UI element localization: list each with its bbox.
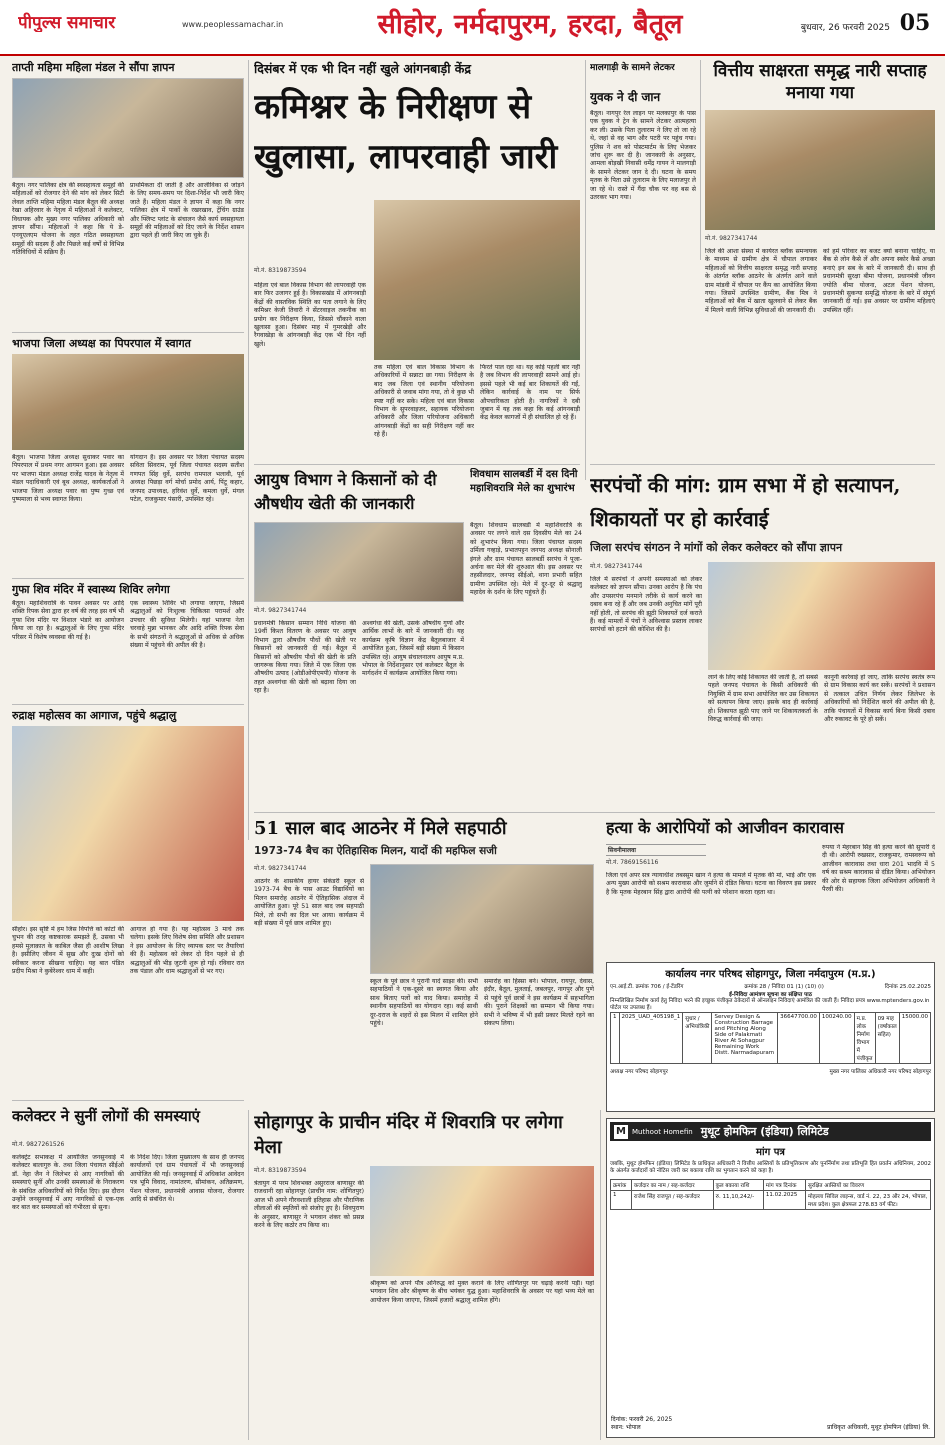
article-ayush [254, 468, 464, 793]
headline: युवक ने दी जान [590, 90, 661, 104]
article-collector [12, 1106, 244, 1436]
body-col-3: कानूनी कार्रवाई हो जाए, ताकि सरपंच स्वतंत्र रूप से ग्राम विकास कार्य कर सकें। सरपंचों ने प्रशासन से तत्काल उचित निर्णय लेकर जिलेभर के अधिकारियों को निर्देशित करने की अपील की है, ताकि पंचायतों में विकास कार्य बिना किसी दबाव और रुकावट के पूरे हो सकें। [824, 674, 935, 724]
cell-period: 09 माह (वर्षाकाल सहित) [875, 1013, 899, 1064]
body-col-1: जिले में सरपंचों ने अपनी समस्याओं को लेकर कलेक्टर को ज्ञापन सौंपा। उनका आरोप है कि पंच और उपसरपंच मनमाने तरीके से कार्य करने का दबाव बना रहे हैं और जब उनकी अनुचित मांगें पूरी नहीं होती, तो सरपंच की झूठी शिकायतें दर्ज कराते हैं। कई मामलों में पंचों ने अविश्वास प्रस्ताव लाकर सरपंचों को हटाने की कोशिश की है। [590, 576, 702, 634]
cell-name: राजेश सिंह राजपूत / सह-कर्जदार [631, 1191, 713, 1210]
col-header-sno: क्रमांक [611, 1180, 632, 1191]
cell-work: Servey Design & Construction Barrage and Pitching Along Side of Palakmati River At Sohagpur Remaining Work Distt. Narmadapuram [712, 1013, 778, 1064]
mobile: मो.नं. 9827341744 [254, 865, 307, 872]
body-col-2: योगदान है। इस अवसर पर जिला पंचायत सदस्य सविता सिवराम, पूर्व जिला पंचायत सदस्य सतीश गणपत सिंह धुर्वे, सरपंच रामपाल भलावी, पूर्व अध्यक्ष पिछड़ा वर्ग मोर्चा प्रमोद आर्य, पिंटू कहार, जनपद उपाध्यक्ष, हरिवंश धुर्वे, कमला धुर्वे, मंगल पटेल, राजकुमार पंसारी, उपस्थित रहे। [130, 454, 244, 504]
body-col-2: लाने के लिए कोई शिकायत की जाती है, तो सबसे पहले जनपद पंचायत के किसी अधिकारी की नियुक्ति में ग्राम सभा आयोजित कर उस शिकायत को सत्यापन किया जाए। इसके बाद ही कार्रवाई हो। शिकायत झूठी पाए जाने पर शिकायतकर्ता के विरुद्ध कार्रवाई की जाए। [708, 674, 818, 724]
headline: आयुष विभाग ने किसानों को दी औषधीय खेती की जानकारी [254, 470, 437, 513]
article-photo [12, 726, 244, 921]
mobile: मो.नं. 8319873594 [254, 1167, 307, 1174]
headline: शिवधाम सालबर्डी में दस दिनी महाशिवरात्रि मेले का शुभारंभ [470, 469, 578, 494]
kicker: दिसंबर में एक भी दिन नहीं खुले आंगनबाड़ी केंद्र [254, 61, 472, 76]
article-photo [705, 110, 935, 230]
cell-date: 11.02.2025 [763, 1191, 805, 1210]
mobile: मो.नं. 9827341744 [590, 563, 643, 570]
tender-date: दिनांक 25.02.2025 [884, 984, 931, 990]
col-header-name: कर्जदार का नाम / सह-कर्जदार [631, 1180, 713, 1191]
body-col-2: आगाज हो गया है। यह महोत्सव 3 मार्च तक चलेगा। इसके लिए विशेष सेवा समिति और प्रशासन ने इस आयोजन के लिए व्यापक स्तर पर तैयारियां की हैं। महोत्सव को लेकर दो दिन पहले से ही श्रद्धालुओं की भीड़ जुटनी शुरू हो गई। रविवार रात तक पंडाल और धाम श्रद्धालुओं से भर गए। [130, 926, 244, 976]
article-maalgadi [590, 60, 696, 460]
cell-emd: 100240.00 [819, 1013, 854, 1064]
cell-fee: म.प्र. लोक निर्माण विभाग में पंजीकृत [854, 1013, 875, 1064]
headline: भाजपा जिला अध्यक्ष का पिपरपाल में स्वागत [12, 337, 191, 350]
tender-intro: निम्नलिखित निर्माण कार्य हेतु निविदा भरने की इच्छुक पंजीकृत ठेकेदारों से ऑनलाइन निविदाएं आमंत्रित की जाती हैं। निविदा प्रपत्र www.mptenders.gov.in पोर्टल पर उपलब्ध हैं। [610, 998, 930, 1011]
article-photo [12, 354, 244, 450]
col-header-property: सुरक्षित आस्तियों का विवरण [806, 1180, 931, 1191]
article-vittiya [705, 60, 935, 460]
tender-ref: एन.आई.टी. क्रमांक 706 / ई-टेंडरिंग [610, 984, 684, 990]
issue-date: बुधवार, 26 फरवरी 2025 [800, 23, 890, 33]
page-number: 05 [899, 10, 931, 36]
headline: 51 साल बाद आठनेर में मिले सहपाठी [254, 818, 507, 839]
muthoot-table [610, 1179, 931, 1210]
body-col-1: प्रधानमंत्री किसान सम्मान निधि योजना की 19वीं किश्त वितरण के अवसर पर आयुष विभाग द्वारा औषधीय पौधों की खेती पर किसानों को जानकारी दी गई। बैतूल में किसानों को औषधीय पौधों की खेती के प्रति जागरूक किया गया। जिले में एक जिला एक औषधीय उत्पाद (ओडीओपीएमपी) योजना के तहत अश्वगंधा की खेती को बढ़ावा दिया जा रहा है। [254, 620, 356, 695]
headline: वित्तीय साक्षरता समृद्ध नारी सप्ताह मनाया गया [713, 61, 927, 103]
cell-sno: 1 [611, 1013, 620, 1064]
kicker: मालगाड़ी के सामने लेटकर [590, 63, 675, 73]
body-col-2: प्राथमिकता दी जाती है और आजीविका से जोड़ने के लिए समय-समय पर दिशा-निर्देश भी जारी किए जाते हैं। महिला मंडल ने ज्ञापन में कहा कि नगर पालिका क्षेत्र में पार्को के रखरखाव, ट्रेंचिंग ग्राउंड और फ्लिप्ट प्लांट के संचालन जैसे कार्य स्वसहायता समूहों की महिलाओं को दिए जाने के निर्देश शासन द्वारा पहले ही जारी किए जा चुके हैं। [130, 182, 244, 240]
cell-property: मोहल्ला सिविल लाइन्स, वार्ड नं. 22, 23 और 24, भोपाल, मध्य प्रदेश। कुल क्षेत्रफल 278.83 वर्ग फीट। [806, 1191, 931, 1210]
tender-title: कार्यालय नगर परिषद सोहागपुर, जिला नर्मदापुरम (म.प्र.) [665, 969, 876, 980]
place: सिवनीमालवा [606, 844, 706, 856]
article-tapti [12, 60, 244, 330]
muthoot-logo-icon: M [614, 1125, 628, 1139]
footer-place: स्थान: भोपाल [611, 1424, 641, 1431]
table-row [611, 1191, 931, 1210]
headline: ताप्ती महिमा महिला मंडल ने सौंपा ज्ञापन [12, 61, 175, 74]
cell-cost: 36647700.00 [778, 1013, 820, 1064]
body-col-1: त्रेतायुग में परम शिवभक्त असुरराज बाणासुर की राजधानी रहा सोहागपुर (प्राचीन नाम: शोणितपुर) आज भी अपने गौरवशाली इतिहास और पौराणिक लीलाओं की स्मृतियों को संजोए हुए है। शिवपुराण के अनुसार, बाणासुर ने भगवान शंकर को प्रसन्न करने के लिए कठोर तप किया था। [254, 1180, 364, 1230]
notice-intro: जबकि, मुथूट होमफिन (इंडिया) लिमिटेड के प्राधिकृत अधिकारी ने वित्तीय आस्तियों के प्रतिभूतिकरण और पुनर्निर्माण तथा प्रतिभूति हित प्रवर्तन अधिनियम, 2002 के अंतर्गत कर्जदारों को नोटिस जारी कर बकाया राशि का भुगतान करने को कहा है। [610, 1161, 931, 1174]
masthead [0, 0, 945, 56]
cell-amount: रु. 11,10,242/- [713, 1191, 763, 1210]
mobile: मो.नं. 9827341744 [254, 607, 307, 614]
footer-sign: प्राधिकृत अधिकारी, मुथूट होमफिन (इंडिया) लि. [827, 1424, 930, 1431]
body-col-1: बैतूल। नगर पालिका क्षेत्र की स्वसहायता समूहों की महिलाओं को रोजगार देने की मांग को लेकर सिटी लेवल ताप्ति महिमा महिला मंडल बैतूल की अध्यक्ष रेखा अहिरवार के नेतृत्व में महिलाओं ने कलेक्टर, विधायक और मुख्य नगर पालिका अधिकारी को ज्ञापन सौंपा। महिलाओं ने कहा कि ये डे-एनयूएलएम योजना के तहत गठित स्वसहायता समूहों की सदस्य हैं और पिछले कई वर्षों से विभिन्न गतिविधियों में सक्रिय हैं। [12, 182, 124, 257]
muthoot-company: मुथूट होमफिन (इंडिया) लिमिटेड [700, 1125, 829, 1138]
section-title: सीहोर, नर्मदापुरम, हरदा, बैतूल [377, 9, 683, 40]
col-header-date: मांग पत्र दिनांक [763, 1180, 805, 1191]
mobile: मो.नं. 8319873594 [254, 267, 307, 274]
body-col-1: कलेक्ट्रेट सभाकक्ष में आयोजित जनसुनवाई में कलेक्टर बालागुरु के. तथा जिला पंचायत सीईओ डॉ. नेहा जैन ने जिलेभर से आए नागरिकों की समस्याएं सुनीं और उनकी समस्याओं के निराकरण के संबंधित अधिकारियों को निर्देश दिए। इस दौरान उन्होंने जनसुनवाई में आए नागरिकों से एक-एक कर बात कर समस्याओं को गंभीरता से सुना। [12, 1154, 124, 1212]
body-col-1: जिले की आशा संस्था में कार्यरत ब्लॉक समन्वयक के माध्यम से ग्रामीण क्षेत्र में चौपाल लगाकर महिलाओं को वित्तीय साक्षरता समृद्ध नारी सप्ताह के अंतर्गत ब्लॉक आठनेर के अंतर्गत आने वाले ग्राम मांडवी में चौपाल पर कैंप का आयोजित किया गया। जिसमें उपस्थित ग्रामीण, बैंक मित्र ने महिलाओं को बैंक में खाता खुलवाने से लेकर बैंक में मिलने वाली विभिन्न सुविधाओं की जानकारी दी। [705, 248, 817, 314]
article-photo [370, 1166, 594, 1276]
article-athner [254, 816, 594, 1106]
cell-category: सुधार / अभियांत्रिकी [683, 1013, 712, 1064]
article-shivdham [470, 468, 582, 793]
body-col-1: बैतूल। महाशिवरात्रि के पावन अवसर पर आदि शक्ति रिपक सेवा द्वारा हर वर्ष की तरह इस वर्ष भी गुफा शिव मंदिर पर विशाल भंडारे का आयोजन किया जा रहा है। श्रद्धालुओं के लिए गुफा मंदिर परिसर में विशेष व्यवस्था की गई है। [12, 600, 124, 641]
body-col-1: सीहोर। इस सृष्टि में हम जिस विपत्ति को कांटों की चुभन की तरह कष्टकारक समझते हैं, उसका भी हमसे मुलाक़ात के काबिल जैसा ही आशीष लिखा है। इसीलिए जीवन में सुख और दुःख दोनों को स्वीकार करना सीखना चाहिए। यह बात पंडित प्रदीप मिश्रा ने कुबेरेश्वर धाम में कही। [12, 926, 124, 976]
body-col-1: जिला एवं अपर सत्र न्यायाधीश तबस्सुम खान ने हत्या के मामले में मृतक की मां, भाई और एक अन्य मुख्य आरोपी को सश्रम कारावास और जुर्माने से दंडित किया। घटना का विवरण इस प्रकार है कि मृतक मेहरबान सिंह द्वारा आरोपी की पत्नी को परेशान करता रहता था। [606, 872, 816, 896]
article-photo [374, 200, 580, 360]
tender-notice-text: ई-निविदा आमंत्रण सूचना का संक्षिप्त पाठ [729, 992, 812, 998]
body-col-1: बैतूल। भाजपा जिला अध्यक्ष सुधाकर पवार का पिपरपाल में प्रथम नगर आगमन हुआ। इस अवसर पर भाजपा मंडल अध्यक्ष राजेंद्र यादव के नेतृत्व में मंडल पदाधिकारी एवं बूथ अध्यक्ष, कार्यकर्ताओं ने भाजपा जिला अध्यक्ष पवार का पुष्प गुच्छ एवं पुष्पमाला से भव्य स्वागत किया। [12, 454, 124, 504]
mobile: मो.नं. 7869156116 [606, 859, 659, 866]
cell-sno: 1 [611, 1191, 632, 1210]
article-photo [254, 522, 464, 602]
table-row [611, 1013, 931, 1064]
headline: सोहागपुर के प्राचीन मंदिर में शिवरात्रि पर लगेगा मेला [254, 1112, 563, 1158]
body-col-2: तक महिला एवं बाल विकास विभाग के अधिकारियों में सन्नाटा छा गया। निरीक्षण के बाद जब जिला एवं स्थानीय परियोजना अधिकारी से जवाब मांगा गया, तो वे कुछ भी स्पष्ट नहीं कर सके। महिला एवं बाल विकास विभाग के सुपरवाइजर, सहायक परियोजना अधिकारी और जिला परियोजना अधिकारी आंगनबाड़ी केंद्रों का सही निरीक्षण नहीं कर रहे हैं। [374, 364, 474, 439]
headline: सरपंचों की मांग: ग्राम सभा में हो सत्यापन, शिकायतों पर हो कार्रवाई [590, 473, 901, 531]
muthoot-notice [606, 1118, 935, 1438]
body-col-1: महिला एवं बाल विकास विभाग की लापरवाही एक बार फिर उजागर हुई है। विकासखंड में आंगनबाड़ी केंद्रों की वास्तविक स्थिति का पता लगाने के लिए कमिश्नर केजी तिवारी ने सेंटरवाइज तकनीक का प्रयोग कर निरीक्षण किया, जिससे चौंकाने वाला खुलासा हुआ। दिसंबर माह में गुमरखेड़ी और रैगवाखेड़ा के आंगनबाड़ी केंद्र एक भी दिन नहीं खुले। [254, 282, 366, 348]
tender-officer: मुख्य नगर पालिका अधिकारी नगर परिषद सोहागपुर [829, 1069, 931, 1075]
cell-tender-id: 2025_UAD_405198_1 [619, 1013, 683, 1064]
headline: हत्या के आरोपियों को आजीवन कारावास [606, 818, 844, 837]
notice-title: मांग पत्र [756, 1147, 785, 1158]
body-col-2: रुपया ने मेहरबान सिंह की हत्या करने की सुपारी दे दी थी। आरोपी रुखसार, राजकुमार, रामस्वरूप को आजीवन कारावास तथा धारा 201 भादवि में 5 वर्ष का सश्रम कारावास से दंडित किया। अभियोजन की ओर से सहायक जिला अभियोजन अधिकारी ने पैरवी की। [822, 844, 935, 894]
tender-president: अध्यक्ष नगर परिषद सोहागपुर [610, 1069, 668, 1075]
body-col-2: स्कूल के पूर्व छात्र ने पुरानी यादें साझा कीं। सभी सहपाठियों ने एक-दूसरे का स्वागत किया और साथ बिताए पलों को याद किया। समारोह में स्थानीय सहपाठियों का योगदान रहा। कई साथी दूर-दराज के शहरों से इस मिलन में शामिल होने पहुंचे। [370, 978, 478, 1028]
headline: कलेक्टर ने सुनीं लोगों की समस्याएं [12, 1107, 200, 1125]
body-col-1: आठनेर के शासकीय हायर सेकंडरी स्कूल से 1973-74 बैच के पास आउट विद्यार्थियों का मिलन समारोह आठनेर में ऐतिहासिक अंदाज में आयोजित हुआ। पूरे 51 साल बाद जब सहपाठी मिले, तो सभी का दिल भर आया। कार्यक्रम में बड़ी संख्या में पूर्व छात्र शामिल हुए। [254, 878, 364, 928]
col-header-amount: कुल बकाया राशि [713, 1180, 763, 1191]
footer-date: दिनांक: फरवरी 26, 2025 [611, 1416, 673, 1423]
table-header [611, 1180, 931, 1191]
tender-ref-no: क्रमांक 28 / निविदा 01 (1) (10) (i) [744, 984, 824, 990]
tender-table [610, 1012, 931, 1064]
mobile: मो.नं. 9827261526 [12, 1141, 65, 1148]
article-gufa [12, 582, 244, 702]
article-hatya [606, 816, 935, 958]
body-col-2: को हमें परिवार का बजट क्यों बनाना चाहिए, या बैंक से लोन कैसे लें और अपना स्कोर कैसे अच्छा बनाएं इन सब के बारे में जानकारी दी। साथ ही प्रधानमंत्री सुरक्षा बीमा योजना, प्रधानमंत्री जीवन ज्योति बीमा योजना, अटल पेंशन योजना, प्रधानमंत्री सुकन्या समृद्धि योजना के बारे में संपूर्ण जानकारी दी गई। इस अवसर पर ग्रामीण महिलाएं उपस्थित रहीं। [823, 248, 935, 314]
headline: कमिश्नर के निरीक्षण से खुलासा, लापरवाही जारी [254, 87, 558, 177]
article-photo [12, 78, 244, 178]
body-col-2: श्रीकृष्ण को अपने पौत्र अनिरुद्ध को मुक्त कराने के लिए शोणितपुर पर चढ़ाई करनी पड़ी। यहां भगवान शिव और श्रीकृष्ण के बीच भयंकर युद्ध हुआ। महाशिवरात्रि के अवसर पर यहां भव्य मेले का आयोजन किया जाएगा, जिसमें हजारों श्रद्धालु शामिल होंगे। [370, 1280, 594, 1304]
article-photo [370, 864, 594, 974]
body-col-2: के निर्देश दिए। जिला मुख्यालय के साथ ही जनपद कार्यालयों एवं ग्राम पंचायतों में भी जनसुनवाई आयोजित की गई। जनसुनवाई में अधिकांश आवेदन पत्र भूमि विवाद, नामांतरण, सीमांकन, अतिक्रमण, पेंशन योजना, प्रधानमंत्री आवास योजना, रोजगार आदि से संबंधित थे। [130, 1154, 244, 1204]
article-sohagpur [254, 1110, 594, 1440]
subhead: 1973-74 बैच का ऐतिहासिक मिलन, यादों की महफिल सजी [254, 845, 497, 857]
muthoot-brand: Muthoot Homefin [632, 1127, 693, 1136]
subhead: जिला सरपंच संगठन ने मांगों को लेकर कलेक्टर को सौंपा ज्ञापन [590, 541, 843, 554]
body: बैतूल। शिवधाम सालबर्डी में महाशिवरात्रि के अवसर पर लगने वाले दस दिवसीय मेले का 24 को शुभारंभ किया गया। जिला पंचायत सदस्य उर्मिला गव्हाड़े, प्रभातपट्टन जनपद अध्यक्ष सोनाली इंगले और ग्राम पंचायत सालबर्डी सरपंच ने पूजा-अर्चना कर मेले की शुरुआत की। इस अवसर पर तहसीलदार, जनपद सीईओ, थाना प्रभारी सहित ग्रामीण उपस्थित रहे। मेले में दूर-दूर से श्रद्धालु महादेव के दर्शन के लिए पहुंचते हैं। [470, 522, 582, 597]
article-photo [708, 562, 935, 670]
tender-notice [606, 962, 935, 1112]
cell-tender-fee: 15000.00 [899, 1013, 930, 1064]
body-col-2: अश्वगंधा की खेती, उसके औषधीय गुणों और आर्थिक लाभों के बारे में जानकारी दी। यह कार्यक्रम कृषि विज्ञान केंद्र बैतूलबाजार में आयोजित हुआ, जिसमें बड़ी संख्या में किसान उपस्थित रहे। आयुष संचालनालय आयुष म.प्र. भोपाल के निर्देशानुसार एवं कलेक्टर बैतूल के मार्गदर्शन में कार्यक्रम आयोजित किया गया। [362, 620, 464, 678]
article-sarpanch [590, 468, 935, 808]
headline: गुफा शिव मंदिर में स्वास्थ्य शिविर लगेगा [12, 583, 170, 596]
headline: रुद्राक्ष महोत्सव का आगाज, पहुंचे श्रद्धालु [12, 709, 177, 722]
body-col-2: एक स्वास्थ्य शिविर भी लगाया जाएगा, जिसमें श्रद्धालुओं को निःशुल्क चिकित्सा परामर्श और उपचार की सुविधा मिलेगी। यहां भाजपा नेता चरवाहे मुन्ना भानकर और आदि शक्ति रिपक सेवा के सभी संगठनों ने श्रद्धालुओं से अधिक से अधिक संख्या में पहुंचने की अपील की है। [130, 600, 244, 650]
body-col-3: फिरते पाल रहा था। यह कोई पहली बार नहीं है जब विभाग की लापरवाही सामने आई हो। इससे पहले भी कई बार शिकायतें की गईं, लेकिन कार्रवाई के नाम पर सिर्फ औपचारिकता होती है। नागरिकों ने दबी जुबान में यह तक कहा कि कई आंगनबाड़ी केंद्र केवल कागजों में ही संचालित हो रहे हैं। [480, 364, 580, 422]
article-bjp [12, 336, 244, 576]
body-col-3: समारोह का हिस्सा बने। भोपाल, रायपुर, देवास, इंदौर, बैतूल, मुलताई, जबलपुर, नागपुर और पुणे से पहुंचे पूर्व छात्रों ने इस कार्यक्रम में सहभागिता की। पुराने शिक्षकों का सम्मान भी किया गया। सभी ने भविष्य में भी इसी प्रकार मिलते रहने का संकल्प लिया। [484, 978, 594, 1028]
article-anganwadi [254, 60, 580, 460]
article-rudraksh [12, 708, 244, 1093]
mobile: मो.नं. 9827341744 [705, 235, 758, 242]
logo: पीपुल्स समाचार [18, 13, 116, 32]
body: बैतूल। नागपुर रेल लाइन पर मलकापुर के पास एक युवक ने ट्रेन के सामने लेटकर आत्महत्या कर ली। उसके पिता तुलाराम ने लिए तो जा रहे थे, जहां से वह भाग और पटरी पर पहुंच गया। पुलिस ने शव को पोस्टमार्टम के लिए भेजकर जांच शुरू कर दी है। जानकारी के अनुसार, आमला बोड़खी निवासी धर्मेंद्र गायन ने मालगाड़ी के सामने लेटकर जान दे दी। घटना के समय मृतक के पिता उसे तुलाराम के लिए मलाजपुर ले जा रहे थे। रास्ते में गैंदा चौक पर वह बस से उतरकर भाग गया। [590, 110, 696, 202]
website-url[interactable]: www.peoplessamachar.in [182, 20, 284, 29]
